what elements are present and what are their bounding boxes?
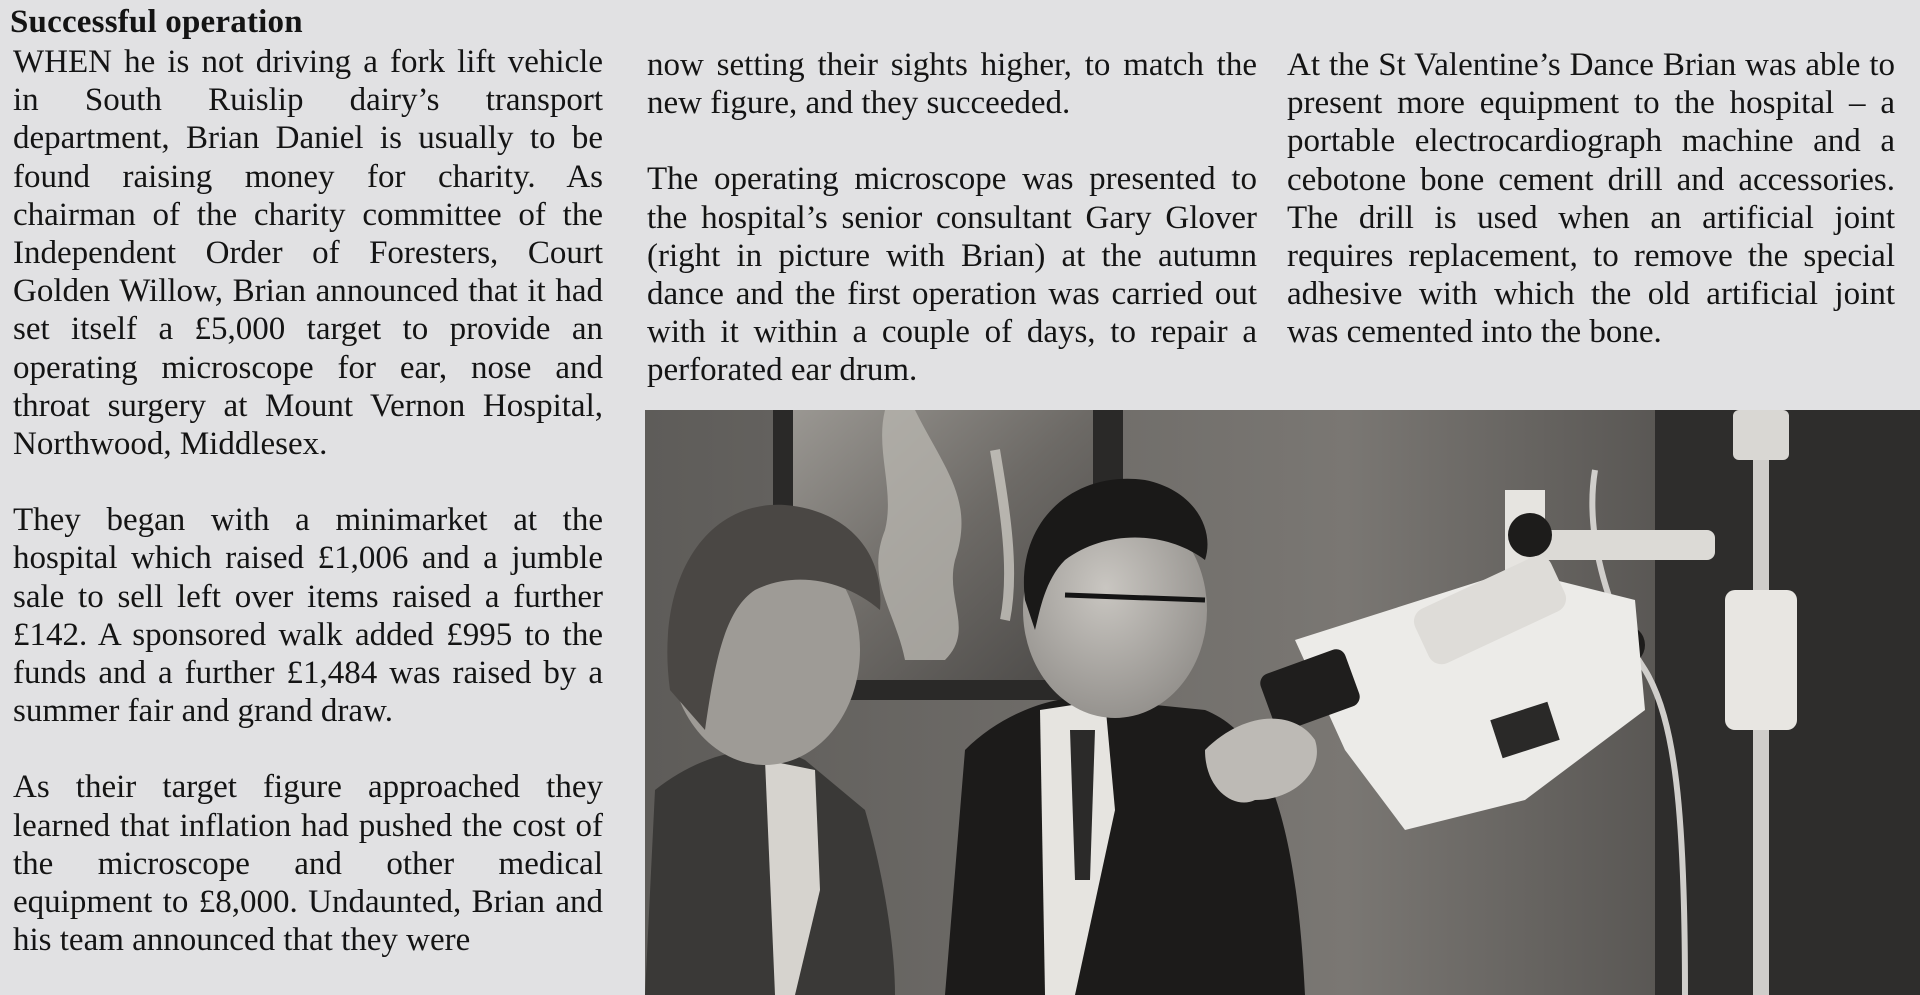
column2-paragraph-2: The operating microscope was presented to the hospital’s senior consultant Gary Glover (right in picture with Brian) at the autumn dance and the first operation was carried out with it within a couple of days, to repair a perforated ear drum. bbox=[647, 161, 1257, 389]
article-photo bbox=[645, 410, 1920, 995]
column1-paragraph-2: They began with a minimarket at the hospital which raised £1,006 and a jumble sale to sell left over items raised a further £142. A sponsored walk added £995 to the funds and a further £1,484 was raised by a summer fair and grand draw. bbox=[13, 502, 603, 730]
stand-top bbox=[1733, 410, 1789, 460]
photo-illustration bbox=[645, 410, 1920, 995]
microscope-crossbar bbox=[1525, 530, 1715, 560]
article-column-1 bbox=[13, 43, 603, 959]
article-column-2 bbox=[647, 46, 1257, 390]
column3-paragraph-1: At the St Valentine’s Dance Brian was able to present more equipment to the hospital – a portable electrocardiograph machine and a cebotone bone cement drill and accessories. The drill is used when an artificial joint requires replacement, to remove the special adhesive with which the old artificial joint was cemented into the bone. bbox=[1287, 47, 1895, 351]
article-column-3 bbox=[1287, 46, 1895, 352]
knob-1 bbox=[1508, 513, 1552, 557]
article-title: Successful operation bbox=[10, 4, 303, 40]
column1-paragraph-3: As their target figure approached they learned that inflation had pushed the cost of the microscope and other medical equipment to £8,000. Undaunted, Brian and his team announced that they were bbox=[13, 769, 603, 959]
stand-column bbox=[1725, 590, 1797, 730]
column2-paragraph-1: now setting their sights higher, to match the new figure, and they succeeded. bbox=[647, 47, 1257, 122]
column1-paragraph-1: WHEN he is not driving a fork lift vehicle in South Ruislip dairy’s transport department, Brian Daniel is usually to be found raising money for charity. As chairman of the charity committee of the Independent Order of Foresters, Court Golden Willow, Brian announced that it had set itself a £5,000 target to provide an operating microscope for ear, nose and throat surgery at Mount Vernon Hospital, Northwood, Middlesex. bbox=[13, 44, 603, 463]
